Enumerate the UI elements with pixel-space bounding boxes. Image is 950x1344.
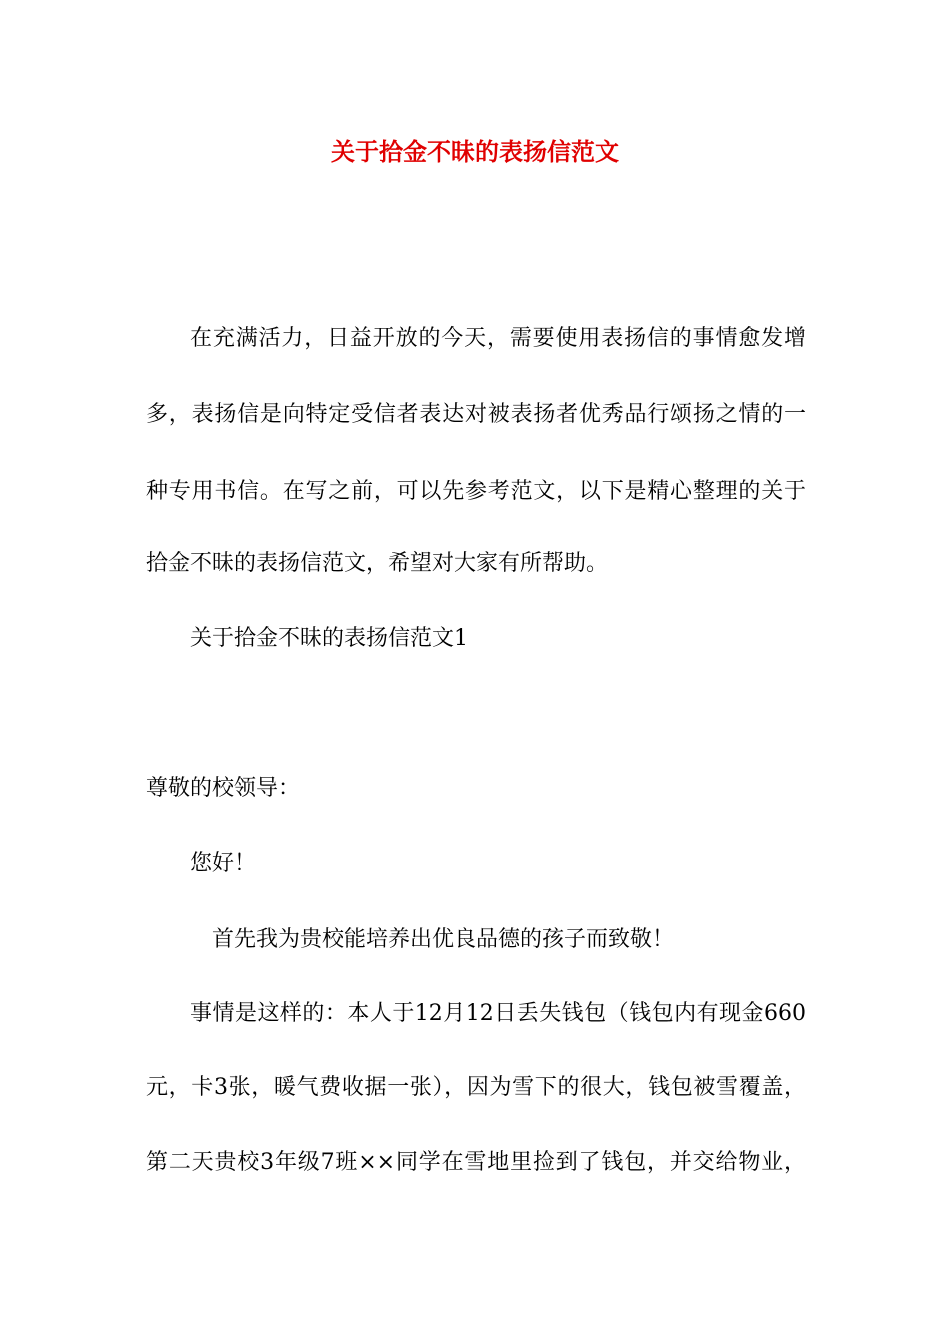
letter-salutation: 尊敬的校领导： — [146, 776, 301, 801]
intro-line-1: 在充满活力，日益开放的今天，需要使用表扬信的事情愈发增 — [190, 326, 806, 351]
letter-paragraph-1: 首先我为贵校能培养出优良品德的孩子而致敬！ — [212, 927, 675, 952]
letter-paragraph-2-line-2: 元，卡3张，暖气费收据一张），因为雪下的很大，钱包被雪覆盖， — [146, 1075, 806, 1100]
intro-line-3: 种专用书信。在写之前，可以先参考范文，以下是精心整理的关于 — [146, 479, 806, 504]
letter-paragraph-2-line-1: 事情是这样的：本人于12月12日丢失钱包（钱包内有现金660 — [190, 1001, 806, 1026]
section-heading: 关于拾金不昧的表扬信范文1 — [190, 626, 468, 651]
intro-line-4: 拾金不昧的表扬信范文，希望对大家有所帮助。 — [146, 551, 609, 576]
letter-greeting: 您好！ — [190, 851, 257, 876]
intro-line-2: 多，表扬信是向特定受信者表达对被表扬者优秀品行颂扬之情的一 — [146, 402, 806, 427]
document-title: 关于拾金不昧的表扬信范文 — [331, 138, 619, 166]
letter-paragraph-2-line-3: 第二天贵校3年级7班××同学在雪地里捡到了钱包，并交给物业， — [146, 1150, 806, 1175]
